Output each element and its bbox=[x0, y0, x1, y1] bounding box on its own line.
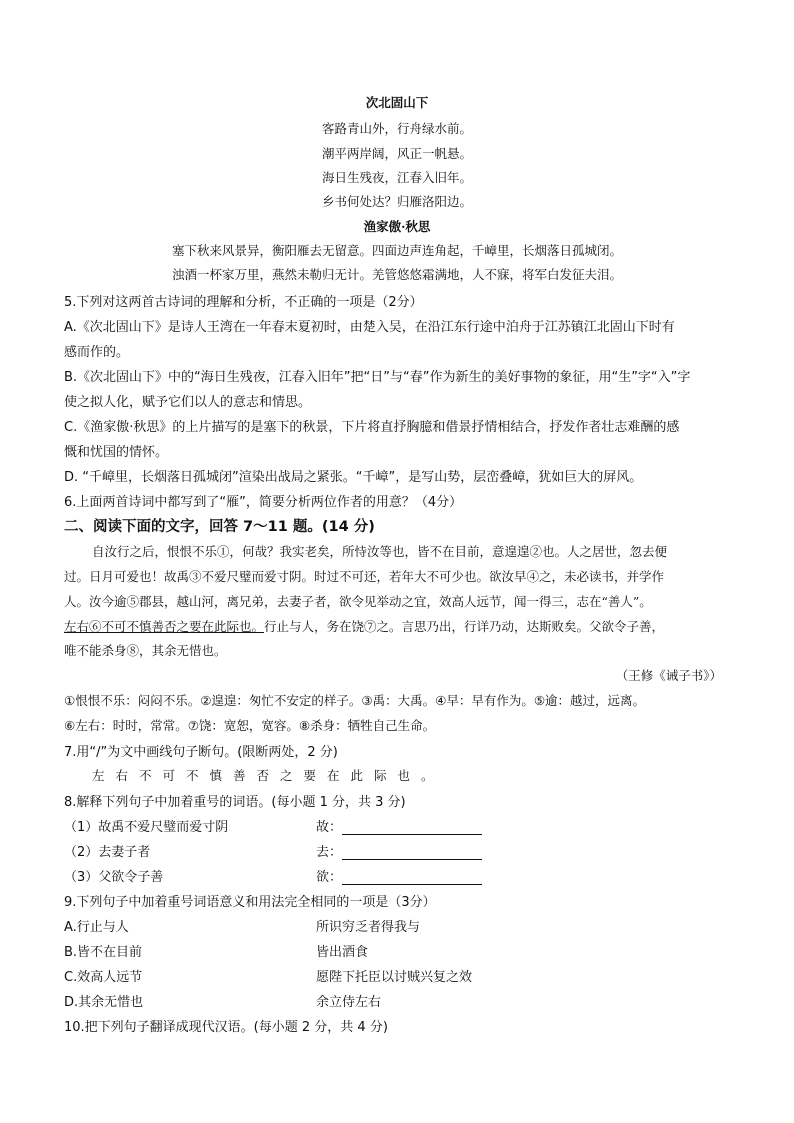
poem1-line: 潮平两岸阔，风正一帆悬。 bbox=[321, 146, 472, 161]
q5-stem: 5.下列对这两首古诗词的理解和分析，不正确的一项是（2分） bbox=[64, 295, 423, 310]
q9-option-b: 皆出酒食 bbox=[316, 945, 369, 960]
poem1-line: 乡书何处达？归雁洛阳边。 bbox=[321, 194, 472, 209]
answer-blank[interactable] bbox=[342, 845, 482, 860]
q8-answer-row bbox=[316, 866, 482, 885]
q8-item-label: 去： bbox=[316, 845, 343, 860]
underlined-sentence: 左右⑥不可不慎善否之要在此际也。 bbox=[64, 619, 265, 634]
notes-line: ①恨恨不乐：闷闷不乐。②遑遑：匆忙不安定的样子。③禹：大禹。④早：早有作为。⑤逾：越过，远离。 bbox=[64, 693, 646, 708]
q8-answer-row bbox=[316, 816, 482, 835]
notes-line: ⑥左右：时时，常常。⑦饶：宽恕，宽容。⑧杀身：牺牲自己生命。 bbox=[64, 718, 436, 733]
q5-option-line: B.《次北固山下》中的“海日生残夜，江春入旧年”把“日”与“春”作为新生的美好事物的象征，用“生”字“入”字 bbox=[64, 370, 691, 385]
section-heading: 二、阅读下面的文字，回答 7～11 题。(14 分) bbox=[64, 519, 375, 535]
poem1-line: 客路青山外，行舟绿水前。 bbox=[321, 121, 472, 136]
passage-line: 人。汝今逾⑤郡县，越山河，离兄弟，去妻子者，欲令见举动之宜，效高人远节，闻一得三，志在“善人”。 bbox=[64, 594, 652, 609]
q5-option-line: C.《渔家傲·秋思》的上片描写的是塞下的秋景，下片将直抒胸臆和借景抒情相结合，抒发作者壮志难酬的感 bbox=[64, 420, 680, 435]
q8-item-text: （3）父欲令子善 bbox=[64, 870, 164, 885]
q7-sentence: 左右不可不慎善否之要在此际也。 bbox=[92, 768, 445, 783]
passage-line: 唯不能杀身⑧，其余无惜也。 bbox=[64, 643, 227, 658]
passage-source: （王修《诫子书》） bbox=[615, 668, 722, 683]
answer-blank[interactable] bbox=[342, 820, 482, 835]
poem2-line: 浊酒一杯家万里，燕然未勒归无计。羌管悠悠霜满地，人不寐，将军白发征夫泪。 bbox=[171, 267, 622, 282]
q6-stem: 6.上面两首诗词中都写到了“雁”，简要分析两位作者的用意？（4分） bbox=[64, 495, 463, 510]
passage-line: 过。日月可爱也！故禹③不爱尺璧而爱寸阴。时过不可还，若年大不可少也。欲汝早④之，未必读书，并学作 bbox=[64, 569, 665, 584]
q10-stem: 10.把下列句子翻译成现代汉语。(每小题 2 分，共 4 分) bbox=[64, 1020, 388, 1035]
q8-item-label: 故： bbox=[316, 820, 343, 835]
q5-option-line: 慨和忧国的情怀。 bbox=[64, 445, 169, 460]
q8-stem: 8.解释下列句子中加着重号的词语。(每小题 1 分，共 3 分) bbox=[64, 795, 406, 810]
q5-option-line: D. “千嶂里，长烟落日孤城闭”渲染出战局之紧张。“千嶂”，是写山势，层峦叠嶂，犹如巨大的屏风。 bbox=[64, 470, 643, 485]
passage-line: 自汝行之后，恨恨不乐①，何哉？我实老矣，所恃汝等也，皆不在目前，意遑遑②也。人之居世，忽去便 bbox=[92, 544, 668, 559]
passage-text: 行止与人，务在饶⑦之。言思乃出，行详乃动，达斯败矣。父欲令子善， bbox=[264, 619, 665, 634]
q8-answer-row bbox=[316, 841, 482, 860]
poem1-line: 海日生残夜，江春入旧年。 bbox=[321, 170, 472, 185]
q5-option-line: 感而作的。 bbox=[64, 345, 130, 360]
q9-option-b: 余立侍左右 bbox=[316, 995, 382, 1010]
q9-option-b: 愿陛下托臣以讨贼兴复之效 bbox=[316, 970, 473, 985]
poem2-line: 塞下秋来风景异，衡阳雁去无留意。四面边声连角起，千嶂里，长烟落日孤城闭。 bbox=[171, 243, 622, 258]
q9-option-b: 所识穷乏者得我与 bbox=[316, 920, 421, 935]
q8-item-text: （1）故禹不爱尺璧而爱寸阴 bbox=[64, 820, 229, 835]
q5-option-line: A.《次北固山下》是诗人王湾在一年春末夏初时，由楚入吴，在沿江东行途中泊舟于江苏镇江北固山下时有 bbox=[64, 320, 675, 335]
poem2-title: 渔家傲·秋思 bbox=[363, 219, 431, 234]
q9-option-a: A.行止与人 bbox=[64, 920, 129, 935]
q9-option-a: C.效高人远节 bbox=[64, 970, 143, 985]
q9-option-a: D.其余无惜也 bbox=[64, 995, 144, 1010]
q9-option-a: B.皆不在目前 bbox=[64, 945, 143, 960]
passage-line bbox=[64, 617, 664, 635]
q9-stem: 9.下列句子中加着重号词语意义和用法完全相同的一项是（3分） bbox=[64, 895, 436, 910]
answer-blank[interactable] bbox=[342, 870, 482, 885]
q8-item-label: 欲： bbox=[316, 870, 343, 885]
poem1-title: 次北固山下 bbox=[365, 95, 429, 110]
q7-stem: 7.用“/”为文中画线句子断句。(限断两处，2 分) bbox=[64, 745, 338, 760]
q8-item-text: （2）去妻子者 bbox=[64, 845, 151, 860]
q5-option-line: 使之拟人化，赋予它们以人的意志和情思。 bbox=[64, 395, 312, 410]
